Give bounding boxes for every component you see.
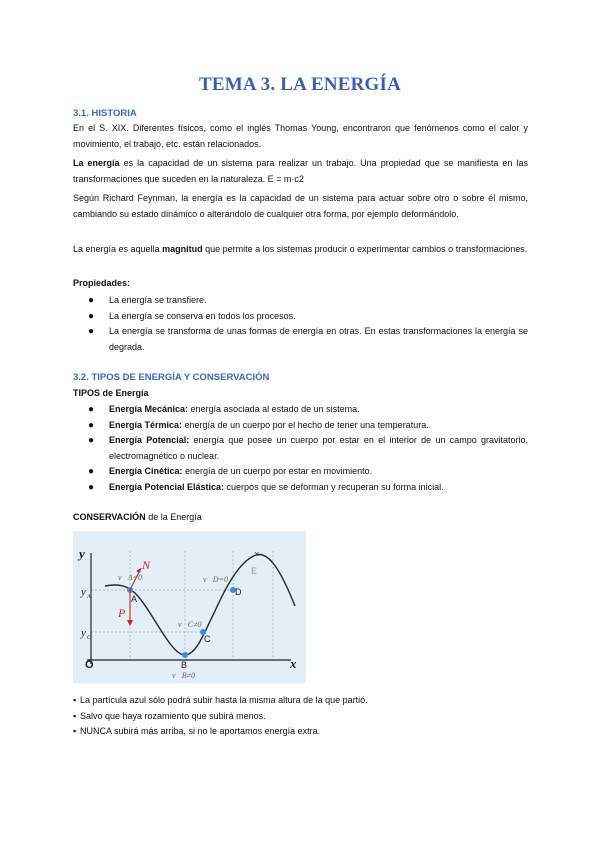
bullet-icon: ● bbox=[88, 435, 95, 446]
ya-label: y bbox=[81, 586, 86, 598]
type-name: Energía Potencial: bbox=[109, 435, 190, 445]
list-item bbox=[73, 324, 528, 355]
bullet-icon: ● bbox=[88, 310, 95, 322]
paragraph-definition bbox=[73, 156, 528, 187]
square-bullet-icon: ▪ bbox=[73, 695, 77, 705]
definition-text: es la capacidad de un sistema para realizar un trabajo. Una propiedad que se manifiesta en las transformaciones que suceden en la naturaleza. E = m·c2 bbox=[73, 158, 528, 184]
definition-term: La energía bbox=[73, 158, 120, 168]
conservation-rest: de la Energía bbox=[145, 512, 202, 522]
section-heading-tipos: 3.2. TIPOS DE ENERGÍA Y CONSERVACIÓN bbox=[73, 372, 270, 383]
type-desc: cuerpos que se deforman y recuperan su forma inicial. bbox=[224, 481, 444, 492]
vb-label: v⃗B≠0 bbox=[172, 671, 196, 680]
list-item bbox=[73, 309, 528, 325]
n-label: N⃗ bbox=[142, 558, 160, 572]
bullet-icon: ● bbox=[88, 481, 95, 493]
type-desc: energía asociada al estado de un sistema. bbox=[188, 404, 360, 414]
list-item bbox=[73, 709, 528, 725]
x-axis-label: x bbox=[290, 656, 297, 671]
note-text: NUNCA subirá más arriba, si no le aportamos energía extra. bbox=[80, 726, 321, 736]
square-bullet-icon: ▪ bbox=[73, 726, 77, 736]
type-name: Energía Potencial Elástica: bbox=[109, 481, 225, 492]
type-name: Energía Mecánica: bbox=[109, 404, 189, 414]
yc-label: y bbox=[81, 627, 86, 639]
list-item bbox=[73, 480, 528, 496]
energy-conservation-diagram bbox=[73, 531, 306, 683]
type-desc: energía que posee un cuerpo por estar en el interior de un campo gravitatorio, electromagnético o nuclear. bbox=[109, 435, 528, 461]
vc-label: v⃗C≠0 bbox=[178, 620, 202, 629]
label-a: A bbox=[131, 594, 138, 604]
bullet-icon: ● bbox=[88, 404, 95, 415]
properties-list bbox=[73, 293, 528, 355]
square-bullet-icon: ▪ bbox=[73, 710, 77, 721]
magnitude-text-a: La energía es aquella bbox=[73, 244, 163, 254]
label-e: E bbox=[251, 566, 258, 576]
va-label: v⃗A=0 bbox=[118, 573, 143, 582]
paragraph-magnitude bbox=[73, 242, 528, 258]
list-item bbox=[73, 418, 528, 434]
y-axis-label: y bbox=[79, 546, 85, 561]
magnitude-text-b: que permite a los sistemas producir o experimentar cambios o transformaciones. bbox=[202, 244, 528, 254]
list-item bbox=[73, 464, 528, 480]
yc-sub-label: C bbox=[87, 635, 92, 641]
bullet-icon: ● bbox=[88, 326, 95, 337]
label-b: B bbox=[181, 660, 188, 670]
point-e-mark: × bbox=[254, 549, 260, 559]
bullet-icon: ● bbox=[88, 466, 95, 477]
list-item bbox=[73, 402, 528, 418]
paragraph-history: En el S. XIX. Diferentes físicos, como el inglés Thomas Young, encontraron que fenómenos como el calor y movimiento, el trabajo, etc. están relacionados. bbox=[73, 123, 528, 149]
list-item bbox=[73, 724, 528, 740]
type-name: Energía Cinética: bbox=[109, 466, 183, 476]
conservation-term: CONSERVACIÓN bbox=[73, 512, 146, 522]
property-text: La energía se transforma de unas formas de energía en otras. En estas transformaciones la energía se degrada. bbox=[109, 326, 528, 352]
bullet-icon: ● bbox=[88, 419, 95, 431]
list-item bbox=[73, 433, 528, 464]
label-c: C bbox=[204, 634, 211, 644]
p-label: P⃗ bbox=[118, 606, 135, 620]
note-text: La partícula azul sólo podrá subir hasta la misma altura de la que partió. bbox=[80, 695, 368, 705]
list-item bbox=[73, 693, 528, 709]
type-name: Energía Térmica: bbox=[109, 419, 183, 430]
properties-label: Propiedades: bbox=[73, 278, 131, 288]
section-heading-historia: 3.1. HISTORIA bbox=[73, 108, 137, 119]
vd-label: v⃗D=0 bbox=[203, 575, 228, 584]
origin-label: O bbox=[85, 659, 94, 671]
magnitude-term: magnitud bbox=[162, 244, 203, 254]
property-text: La energía se conserva en todos los procesos. bbox=[109, 310, 296, 321]
conservation-label bbox=[73, 512, 202, 522]
types-list bbox=[73, 402, 528, 495]
bullet-icon: ● bbox=[88, 295, 95, 306]
label-d: D bbox=[235, 587, 242, 597]
note-text: Salvo que haya rozamiento que subirá menos. bbox=[80, 710, 266, 721]
point-b bbox=[182, 652, 188, 658]
types-label: TIPOS de Energía bbox=[73, 388, 149, 398]
type-desc: energía de un cuerpo por el hecho de tener una temperatura. bbox=[182, 419, 429, 430]
paragraph-feynman: Según Richard Feynman, la energía es la capacidad de un sistema para actuar sobre otro o sobre él mismo, cambiando su estado dinámico o alterándolo de cualquier otra forma, por ejemplo deformándolo. bbox=[73, 193, 528, 219]
type-desc: energía de un cuerpo por estar en movimiento. bbox=[182, 466, 373, 476]
ya-sub-label: A bbox=[87, 594, 91, 600]
property-text: La energía se transfiere. bbox=[109, 295, 207, 305]
notes-list bbox=[73, 693, 528, 740]
page-title: TEMA 3. LA ENERGÍA bbox=[198, 74, 402, 95]
list-item bbox=[73, 293, 528, 309]
